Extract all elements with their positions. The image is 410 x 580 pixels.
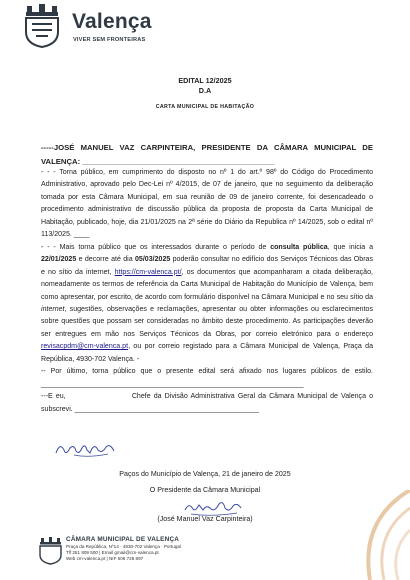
signatory-name: (José Manuel Vaz Carpinteira): [157, 515, 253, 523]
website-link[interactable]: https://cm-valenca.pt/: [114, 268, 182, 276]
edital-number: EDITAL 12/2025: [178, 76, 232, 85]
p4-text-b: Chefe da Divisão Administrativa Geral da Câmara Municipal de Valença o subscrevi. _______________________________________________: [41, 393, 374, 413]
p2-consulta-publica: consulta pública: [270, 243, 328, 251]
headline-prefix: -----: [41, 143, 54, 152]
p2-text-a: - - - Mais torna público que os interessados durante o período de: [41, 243, 271, 251]
p2-end-date: 05/03/2025: [135, 256, 171, 264]
brand-tagline: VIVER SEM FRONTEIRAS: [73, 37, 146, 43]
header-logo: [22, 4, 222, 50]
paragraph-2: [41, 244, 373, 363]
headline-text: JOSÉ MANUEL VAZ CARPINTEIRA, PRESIDENTE DA CÂMARA MUNICIPAL DE VALENÇA:: [41, 143, 373, 166]
headline: [41, 141, 373, 169]
p2-start-date: 22/01/2025: [41, 256, 77, 264]
paragraph-1: - - - Torna público, em cumprimento do disposto no nº 1 do art.º 98º do Código do Procedimento Administrativo, aprovado pelo Dec-Lei nº 4/2015, de 07 de janeiro, que no seguimento da deliberação tomada por esta Câmara Municipal, em sua reunião de 09 de janeiro corrente, foi desencadeado o procedimento administrativo de discussão pública da proposta de proposta da Carta Municipal de Habitação, publicado, hoje, dia 21/01/2025 na 2ª série do Diário da Republica nº 14/2025, sob o edital nº 113/2025. ____: [41, 169, 373, 239]
p2-text-h: , os documentos que acompanharam a citada deliberação, nomeadamente os termos de referência da Carta Municipal de Habitação do Município de Valença, bem como apresentar, por escrito, de acordo com formulário disponível na Câmara Municipal e no seu sítio da: [41, 268, 373, 301]
department-code: D.A: [198, 86, 212, 95]
footer-org-name: CÂMARA MUNICIPAL DE VALENÇA: [66, 536, 180, 543]
headline-fill: _____________________________________________: [80, 157, 275, 166]
document-subject: CARTA MUNICIPAL DE HABITAÇÃO: [155, 104, 255, 110]
clerk-signature: [54, 438, 118, 460]
p2-text-g: poderão consultar no edifício dos Serviços Técnicos das Obras e no sítio da internet,: [41, 256, 373, 276]
footer-web: Web cm-valenca.pt | NIF 506 728 897: [66, 556, 144, 562]
footer-address: Praça da República, Nº14 · 4930-702 Valença · Portugal: [66, 544, 181, 549]
p2-text-c: , que inicia a: [327, 243, 373, 251]
footer: [66, 536, 181, 562]
paragraph-3: -- Por último, torna público que o presente edital será afixado nos lugares públicos de estilo. ___________________________________________________________________: [41, 368, 373, 388]
paragraph-4: [41, 393, 373, 412]
footer-crest-icon: [38, 537, 63, 565]
email-link[interactable]: revisacpdm@cm-valenca.pt: [41, 343, 129, 351]
p2-text-e: e decorre até dia: [76, 256, 136, 264]
p2-text-k: , ou por correio registado para a Câmara Municipal de Valença, Praça da República, 4930-702 Valença. -: [41, 343, 373, 363]
document-body: [41, 167, 373, 416]
place-and-date: Paços do Município de Valença, 21 de janeiro de 2025: [119, 470, 291, 478]
signatory-role: O Presidente da Câmara Municipal: [149, 486, 261, 494]
brand-name: Valença: [72, 10, 152, 33]
footer-contacts: Tlf 251 809 500 | Email gmail@cm-valenca.pt: [66, 550, 159, 556]
crest-icon: [22, 4, 62, 48]
p2-text-j: , sugestões, observações e reclamações, apresentar ou obter informações ou esclarecimentos sobre questões que possam ser consideradas no âmbito deste procedimento. As participações deverão ser entregues em mão nos Serviços Técnicos da Obras, por correio eletrónico para o endereço: [41, 305, 373, 338]
p2-internet: internet: [41, 305, 65, 313]
p4-text-a: ---E eu,: [41, 393, 69, 401]
decorative-corner-graphic: [340, 490, 410, 580]
